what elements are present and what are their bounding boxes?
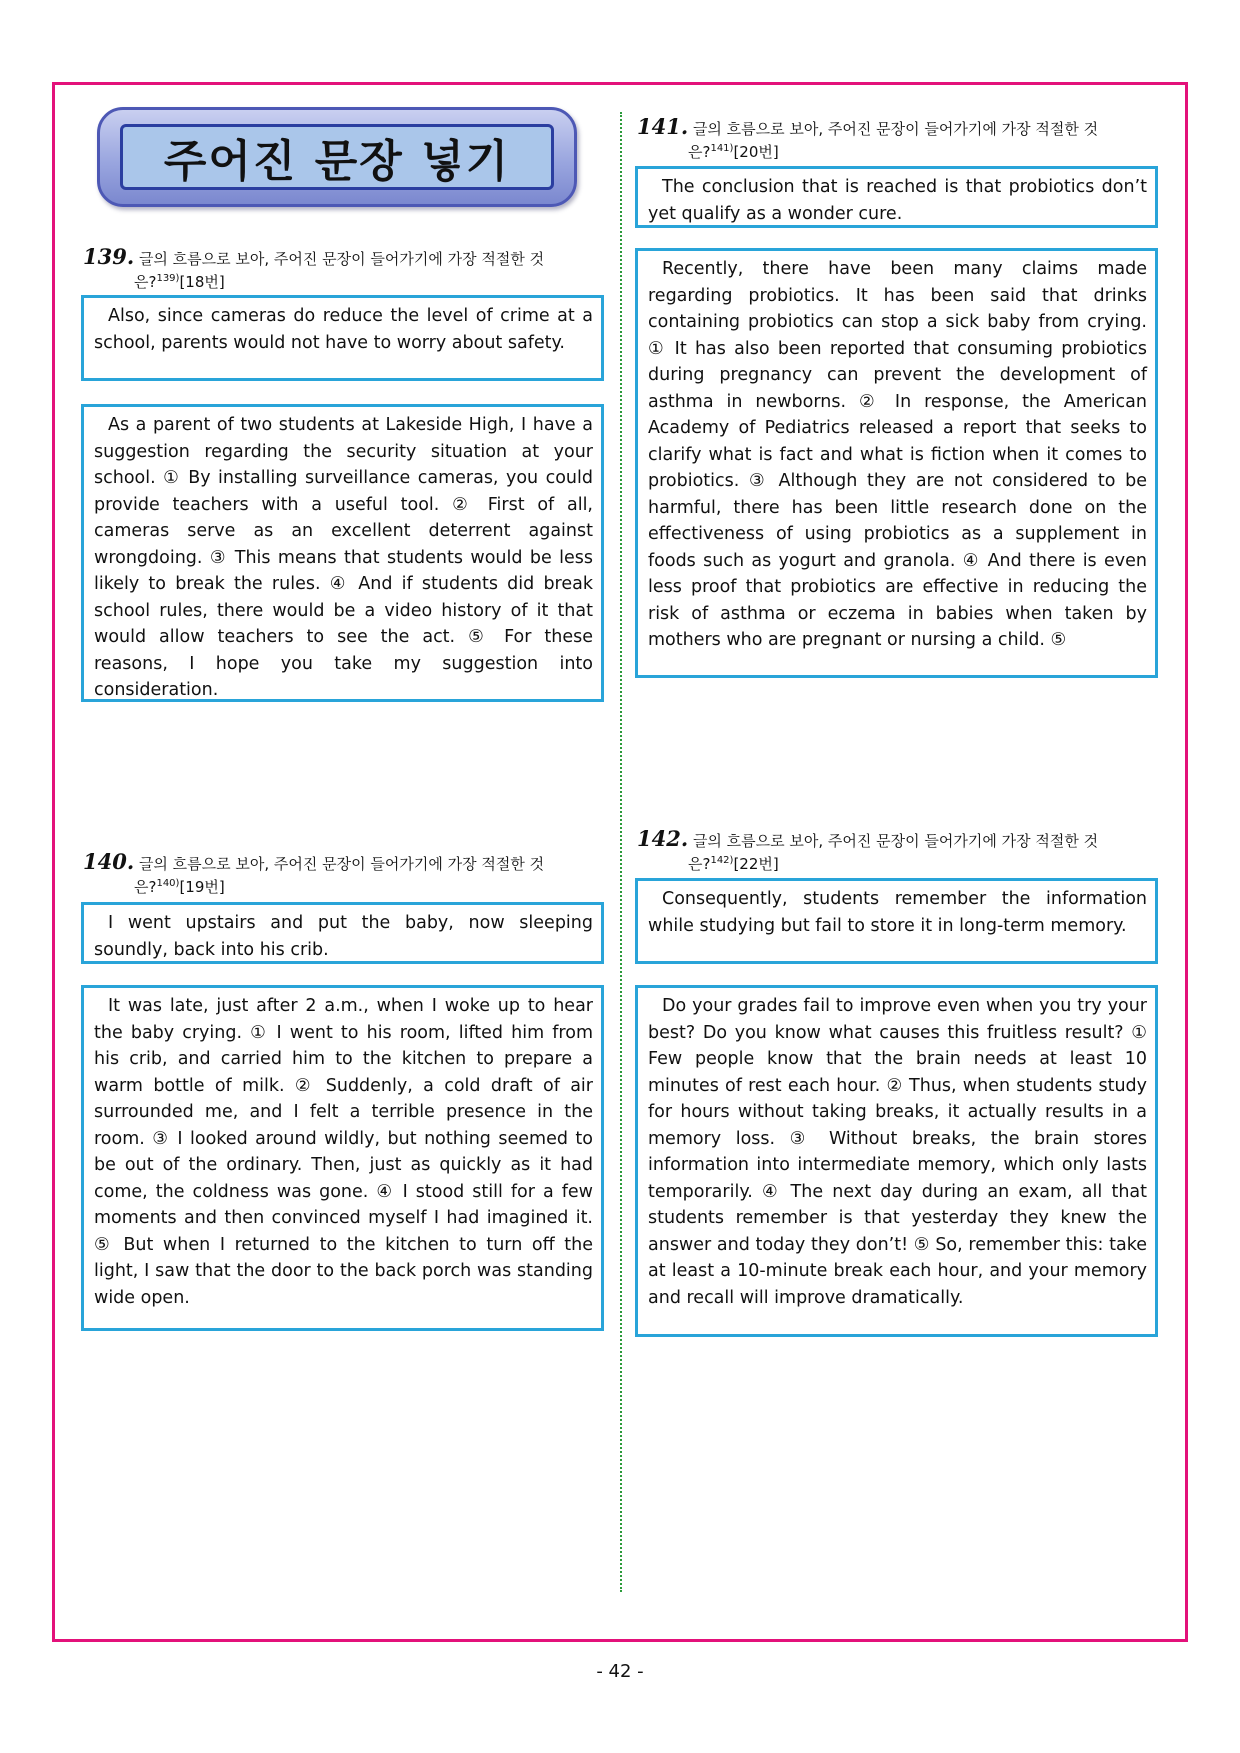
passage-box-140 (81, 985, 604, 1331)
given-sentence: Also, since cameras do reduce the level of crime at a school, parents would not have to worry about safety. (94, 306, 593, 353)
question-prompt-line2 (83, 874, 603, 897)
given-sentence: Consequently, students remember the information while studying but fail to store it in long-term memory. (648, 889, 1147, 936)
section-title-badge (97, 107, 577, 207)
given-sentence-box-140 (81, 902, 604, 964)
question-source: [19번] (179, 878, 225, 896)
passage-text: As a parent of two students at Lakeside High, I have a suggestion regarding the security situation at your school. ① By installing surveillance cameras, you could provide teachers with a useful tool. ② First of all, cameras serve as an excellent deterrent against wrongdoing. ③ This means that students would be less likely to break the rules. ④ And if students did break school rules, there would be a video history of it that would allow teachers to see the act. ⑤ For these reasons, I hope you take my suggestion into consideration. (94, 415, 593, 700)
given-sentence: The conclusion that is reached is that probiotics don’t yet qualify as a wonder cure. (648, 177, 1147, 224)
question-source: [22번] (733, 855, 779, 873)
question-141-header (637, 114, 1157, 162)
given-sentence: I went upstairs and put the baby, now sleeping soundly, back into his crib. (94, 913, 593, 960)
given-sentence-box-141 (635, 166, 1158, 228)
passage-text: Recently, there have been many claims made regarding probiotics. It has been said that drinks containing probiotics can stop a sick baby from crying. ① It has also been reported that consuming probiotics during pregnancy can prevent the development of asthma in newborns. ② In response, the American Academy of Pediatrics released a report that seeks to clarify what is fact and what is fiction when it comes to probiotics. ③ Although they are not considered to be harmful, there has been little research done on the effectiveness of using probiotics as a supplement in foods such as yogurt and granola. ④ And there is even less proof that probiotics are effective in reducing the risk of asthma or eczema in babies when taken by mothers who are pregnant or nursing a child. ⑤ (648, 259, 1147, 650)
section-title-inner (120, 124, 554, 190)
question-prompt-line2 (637, 139, 1157, 162)
passage-box-141 (635, 248, 1158, 678)
question-source: [18번] (179, 273, 225, 291)
question-prompt-line2 (637, 851, 1157, 874)
question-prompt-end: 은? (134, 273, 157, 291)
question-prompt: 글의 흐름으로 보아, 주어진 문장이 들어가기에 가장 적절한 것 (692, 120, 1099, 138)
question-prompt-end: 은? (688, 143, 711, 161)
column-divider (620, 112, 622, 1592)
passage-text: It was late, just after 2 a.m., when I woke up to hear the baby crying. ① I went to his room, lifted him from his crib, and carried him to the kitchen to prepare a warm bottle of milk. ② Suddenly, a cold draft of air surrounded me, and I felt a terrible presence in the room. ③ I looked around wildly, but nothing seemed to be out of the ordinary. Then, just as quickly as it had come, the coldness was gone. ④ I stood still for a few moments and then convinced myself I had imagined it. ⑤ But when I returned to the kitchen to turn off the light, I saw that the door to the back porch was standing wide open. (94, 996, 593, 1308)
question-142-header (637, 826, 1157, 874)
page-title: 주어진 문장 넣기 (163, 136, 511, 187)
question-prompt: 글의 흐름으로 보아, 주어진 문장이 들어가기에 가장 적절한 것 (692, 832, 1099, 850)
given-sentence-box-142 (635, 878, 1158, 964)
question-number: 140. (83, 849, 135, 874)
footnote-marker: 142) (710, 855, 734, 866)
question-number: 139. (83, 244, 135, 269)
passage-box-139 (81, 404, 604, 702)
question-number: 141. (637, 114, 689, 139)
footnote-marker: 140) (156, 878, 180, 889)
question-prompt-end: 은? (134, 878, 157, 896)
passage-text: Do your grades fail to improve even when you try your best? Do you know what causes this fruitless result? ① Few people know that the brain needs at least 10 minutes of rest each hour. ② Thus, when students study for hours without taking breaks, it actually results in a memory loss. ③ Without breaks, the brain stores information into intermediate memory, which only lasts temporarily. ④ The next day during an exam, all that students remember is that yesterday they knew the answer and today they don’t! ⑤ So, remember this: take at least a 10-minute break each hour, and your memory and recall will improve dramatically. (648, 996, 1147, 1308)
question-prompt-end: 은? (688, 855, 711, 873)
question-prompt: 글의 흐름으로 보아, 주어진 문장이 들어가기에 가장 적절한 것 (138, 855, 545, 873)
question-140-header (83, 849, 603, 897)
question-source: [20번] (733, 143, 779, 161)
given-sentence-box-139 (81, 295, 604, 381)
question-139-header (83, 244, 603, 292)
passage-box-142 (635, 985, 1158, 1337)
question-number: 142. (637, 826, 689, 851)
footnote-marker: 139) (156, 273, 180, 284)
question-prompt-line2 (83, 269, 603, 292)
footnote-marker: 141) (710, 143, 734, 154)
page-number: - 42 - (596, 1661, 644, 1682)
question-prompt: 글의 흐름으로 보아, 주어진 문장이 들어가기에 가장 적절한 것 (138, 250, 545, 268)
